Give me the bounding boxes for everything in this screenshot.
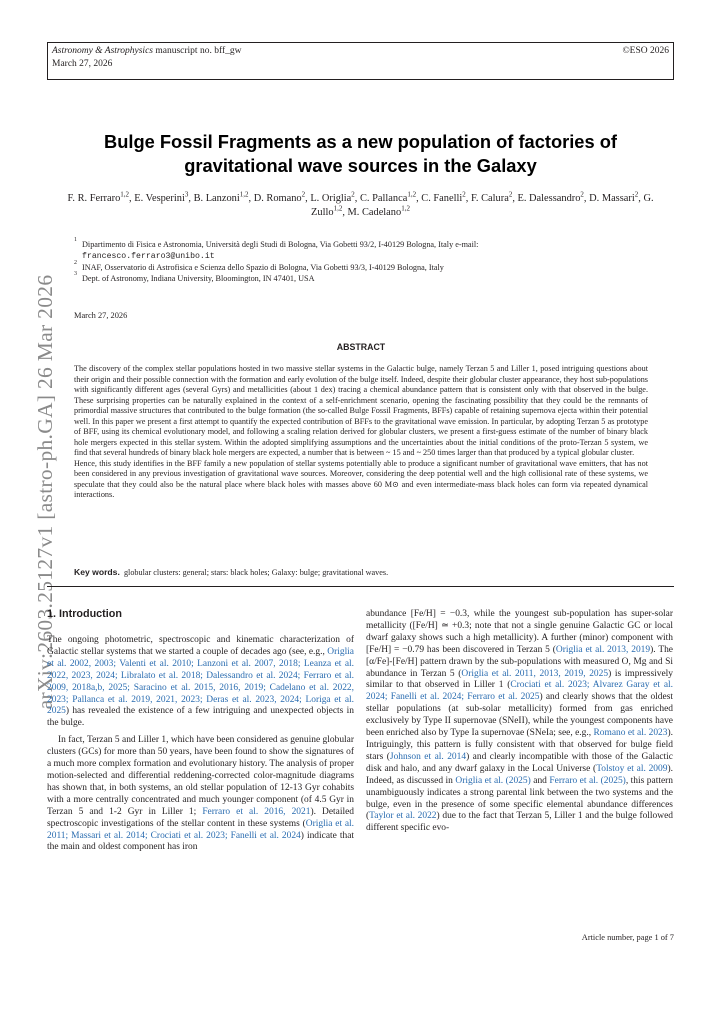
citation-link[interactable]: Taylor et al. 2022 xyxy=(369,811,437,822)
journal-line xyxy=(52,46,241,56)
author-separator: , xyxy=(465,193,471,204)
citation-link[interactable]: Ferraro et al. 2016, 2021 xyxy=(202,806,311,817)
arxiv-stamp[interactable]: arXiv:2603.25127v1 [astro-ph.GA] 26 Mar 2026 xyxy=(33,274,57,710)
citation-link[interactable]: Origlia et al. (2025) xyxy=(455,775,531,786)
copyright: ©ESO 2026 xyxy=(622,46,669,56)
author-separator: , xyxy=(342,206,348,218)
intro-paragraph-1: The ongoing photometric, spectroscopic and kinematic characterization of Galactic stellar systems that we started a couple of decades ago (see, e.g., Origlia et al. 2002, 2003; Valenti et al. 2010; Lanzoni et al. 2007, 2018; Leanza et al. 2022, 2023, 2024; Libralato et al. 2018; Dalessandro et al. 2024; Ferraro et al. 2009, 2018a,b, 2025; Saracino et al. 2015, 2016, 2019; Cadelano et al. 2022, 2023; Pallanca et al. 2019, 2021, 2023; Deras et al. 2023, 2024; Loriga et al. 2025) has revealed the existence of a few intriguing and unexpected objects in the bulge. xyxy=(47,635,354,729)
citation-link[interactable]: Ferraro et al. (2025) xyxy=(549,775,626,786)
author-affiliation-mark: 1,2 xyxy=(401,204,410,213)
author-name: L. Origlia xyxy=(310,193,352,204)
divider xyxy=(47,586,674,587)
abstract-body xyxy=(74,364,648,501)
title-line-2: gravitational wave sources in the Galaxy xyxy=(184,155,537,176)
intro-paragraph-2: In fact, Terzan 5 and Liller 1, which have been considered as genuine globular clusters (GCs) for more than 50 years, have been found to show the signatures of a much more complex formation and evolutionary history. The analysis of proper motion-selected and differential reddening-corrected color-magnitude diagrams has shown that, in both systems, an old stellar population of 12-13 Gyr cohabits with a more centrally concentrated and much younger component (of 4.5 Gyr in Terzan 5 and 1-2 Gyr in Liller 1; Ferraro et al. 2016, 2021). Detailed spectroscopic investigations of the stellar content in these systems (Origlia et al. 2011; Massari et al. 2014; Crociati et al. 2023; Fanelli et al. 2024) indicate that the main and oldest component has iron xyxy=(47,735,355,853)
author-name: G. Zullo xyxy=(311,193,654,218)
citation-link[interactable]: Origlia et al. 2011; Massari et al. 2014; Crociati et al. 2023; Fanelli et al. 2024 xyxy=(47,818,355,841)
author-affiliation-mark: 1,2 xyxy=(407,190,417,199)
citation-link[interactable]: Johnson et al. 2014 xyxy=(389,751,467,762)
author-name: E. Dalessandro xyxy=(517,193,581,204)
citation-link[interactable]: Romano et al. 2023 xyxy=(593,728,668,739)
author-affiliation-mark: 2 xyxy=(580,190,584,199)
keywords-label: Key words. xyxy=(74,567,120,577)
author-affiliation-mark: 1,2 xyxy=(239,190,249,199)
right-column xyxy=(366,609,673,835)
left-column xyxy=(47,635,354,854)
author-affiliation-mark: 2 xyxy=(508,190,513,199)
header-box xyxy=(47,42,674,80)
affiliation-3: 3 Dept. of Astronomy, Indiana University, Bloomington, IN 47401, USA xyxy=(74,271,315,283)
journal-name: Astronomy & Astrophysics xyxy=(52,46,153,56)
author-name: E. Vesperini xyxy=(134,193,185,204)
author-affiliation-mark: 2 xyxy=(634,190,639,199)
author-affiliation-mark: 2 xyxy=(462,190,466,199)
abstract-paragraph-2: Hence, this study identifies in the BFF family a new population of stellar systems potentially able to produce a significant number of gravitational wave emitters, that has not been considered in any previous investigation of gravitational wave sources. Moreover, considering the deep potential well and the high collisional rate of these systems, we speculate that they could also be the natural place where black holes with masses above 60 M⊙ and even intermediate-mass black holes can form via repeated dynamical interactions. xyxy=(74,458,648,499)
title-line-1: Bulge Fossil Fragments as a new population of factories of xyxy=(104,131,617,152)
affiliation-2: 2 INAF, Osservatorio di Astrofisica e Scienza dello Spazio di Bologna, Via Gobetti 93/3, I-40129 Bologna, Italy xyxy=(74,260,444,272)
author-name: B. Lanzoni xyxy=(193,193,240,204)
citation-link[interactable]: Crociati et al. 2023; Alvarez Garay et al. 2024; Fanelli et al. 2024; Ferraro et al. 2025 xyxy=(366,680,674,703)
author-list xyxy=(62,192,659,220)
author-name: D. Massari xyxy=(589,193,635,204)
affiliation-1: 1 Dipartimento di Fisica e Astronomia, Università degli Studi di Bologna, Via Gobetti 93/2, I-40129 Bologna, Italy e-mail: francesco.ferraro3@unibo.it xyxy=(74,237,479,261)
abstract-heading: ABSTRACT xyxy=(336,342,386,352)
citation-link[interactable]: Origlia et al. 2013, 2019 xyxy=(555,644,651,655)
citation-link[interactable]: Tolstoy et al. 2009 xyxy=(596,763,668,774)
author-name: M. Cadelano xyxy=(347,206,402,218)
header-date: March 27, 2026 xyxy=(52,59,113,69)
abstract-paragraph-1: The discovery of the complex stellar populations hosted in two massive stellar systems in the Galactic bulge, namely Terzan 5 and Liller 1, posed intriguing questions about their origin and their possible connection with the formation and early evolution of the bulge itself. Indeed, despite their globular cluster appearance, they host sub-populations with significantly different ages (several Gyrs) and metallicities (about 1 dex) tracing a chemical abundance pattern that is consistent only with that observed in the bulge. These surprising properties can be naturally explained in the context of a self-enrichment scenario, opening the fascinating possibility that they could be the remnants of primordial massive structures that contributed to the bulge formation (the so-called Bulge Fossil Fragments, BFFs) capable of retaining supernova ejecta within their potential well. In this paper we present a first attempt to quantify the expected contribution of BFFs to the gravitational wave emission. In particular, by adopting Terzan 5 as prototype of BFF, using its chemical evolutionary model, and following a scaling relation derived for globular clusters, we present a first-guess estimate of the number of binary black hole mergers expected in this stellar system. Within the adopted simplifying assumptions and the uncertainties about the initial conditions of the proto-Terzan 5 system, we find that several hundreds of binary black hole mergers are expected, a number that is between ~ 15 and ~ 250 times larger than that produced by a typical globular cluster. xyxy=(74,364,648,457)
author-name: F. R. Ferraro xyxy=(67,193,121,204)
citation-link[interactable]: Origlia et al. 2002, 2003; Valenti et al. 2010; Lanzoni et al. 2007, 2018; Leanza et al. 2022, 2023, 2024; Libralato et al. 2018; Dalessandro et al. 2024; Ferraro et al. 2009, 2018a,b, 2025; Saracino et al. 2015, 2016, 2019; Cadelano et al. 2022, 2023; Pallanca et al. 2019, 2021, 2023; Deras et al. 2023, 2024; Loriga et al. 2025 xyxy=(47,646,354,717)
author-affiliation-mark: 1,2 xyxy=(120,190,130,199)
author-name: D. Romano xyxy=(253,193,302,204)
author-affiliation-mark: 2 xyxy=(351,190,355,199)
author-separator: , xyxy=(416,193,422,204)
author-separator: , xyxy=(583,193,590,204)
affiliations xyxy=(74,239,654,284)
author-separator: , xyxy=(638,193,644,204)
intro-paragraph-continued: abundance [Fe/H] = −0.3, while the youngest sub-population has super-solar metallicity ([Fe/H] ≃ +0.3; note that not a single genuine Galactic GC or local dwarf galaxy shows such a high metallicity). A further (minor) component with [Fe/H] = −0.79 has been discovered in Terzan 5 (Origlia et al. 2013, 2019). The [α/Fe]-[Fe/H] pattern drawn by the sub-populations with measured O, Mg and Si abundance in Terzan 5 (Origlia et al. 2011, 2013, 2019, 2025) is impressively similar to that observed in Liller 1 (Crociati et al. 2023; Alvarez Garay et al. 2024; Fanelli et al. 2024; Ferraro et al. 2025) and clearly shows that the oldest stellar populations (at sub-solar metallicity) formed from gas enriched exclusively by Type II supernovae (SNeII), while the youngest components have been enriched also by Type Ia supernovae (SNeIa; see, e.g., Romano et al. 2023). Intriguingly, this pattern is fully consistent with that observed for bulge field stars (Johnson et al. 2014) and clearly incompatible with those of the Galactic disk and halo, and any dwarf galaxy in the Local Universe (Tolstoy et al. 2009). Indeed, as discussed in Origlia et al. (2025) and Ferraro et al. (2025), this pattern unambiguously indicates a strong parental link between the two systems and the bulge, even in the presence of some specific elemental abundance differences (Taylor et al. 2022) due to the fact that Terzan 5, Liller 1 and the bulge followed different specific evo- xyxy=(366,609,674,834)
received-date: March 27, 2026 xyxy=(74,311,128,320)
page-footer: Article number, page 1 of 7 xyxy=(581,933,674,942)
author-separator: , xyxy=(354,193,360,204)
author-affiliation-mark: 3 xyxy=(184,190,189,199)
email-link[interactable]: francesco.ferraro3@unibo.it xyxy=(82,252,215,261)
citation-link[interactable]: Origlia et al. 2011, 2013, 2019, 2025 xyxy=(461,668,609,679)
author-name: F. Calura xyxy=(470,193,509,204)
section-heading: 1. Introduction xyxy=(47,608,122,620)
author-separator: , xyxy=(129,193,135,204)
author-name: C. Pallanca xyxy=(360,193,408,204)
author-separator: , xyxy=(248,193,254,204)
keywords xyxy=(74,567,648,577)
author-separator: , xyxy=(305,193,311,204)
manuscript-id: manuscript no. bff_gw xyxy=(152,46,242,56)
author-separator: , xyxy=(512,193,518,204)
author-name: C. Fanelli xyxy=(421,193,463,204)
author-affiliation-mark: 2 xyxy=(301,190,306,199)
author-separator: , xyxy=(188,193,194,204)
keywords-text: globular clusters: general; stars: black holes; Galaxy: bulge; gravitational waves. xyxy=(123,568,389,577)
paper-title xyxy=(60,130,661,178)
author-affiliation-mark: 1,2 xyxy=(333,204,343,213)
